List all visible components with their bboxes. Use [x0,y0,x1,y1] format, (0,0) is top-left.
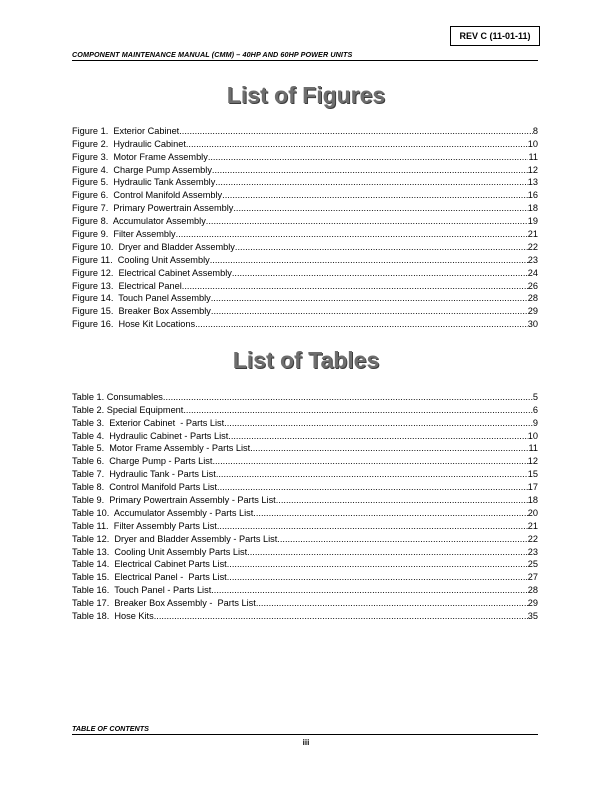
toc-entry-page: 24 [527,267,538,278]
toc-entry-page: 27 [527,572,538,583]
toc-entry-page: 11 [528,151,538,162]
toc-entry-page: 23 [527,546,538,557]
dot-leader [208,152,529,163]
toc-entry-page: 26 [527,280,538,291]
toc-entry[interactable] [72,454,538,467]
toc-entry[interactable] [72,596,538,609]
toc-entry-label: Table 11. Filter Assembly Parts List [72,520,217,531]
figures-list [72,124,538,330]
toc-entry[interactable] [72,493,538,506]
toc-entry-page: 29 [527,598,538,609]
toc-entry-page: 18 [527,203,538,214]
toc-entry-page: 17 [527,482,538,493]
toc-entry-label: Table 5. Motor Frame Assembly - Parts List [72,443,251,454]
toc-entry-label: Figure 7. Primary Powertrain Assembly [72,203,234,214]
toc-entry-label: Figure 16. Hose Kit Locations [72,319,196,330]
dot-leader [228,431,528,442]
toc-entry-page: 29 [527,306,538,317]
toc-entry[interactable] [72,279,538,292]
toc-entry[interactable] [72,253,538,266]
toc-entry-label: Table 7. Hydraulic Tank - Parts List [72,469,216,480]
toc-entry-page: 15 [527,469,538,480]
toc-entry-page: 13 [527,177,538,188]
revision-label: REV C (11-01-11) [459,31,531,41]
toc-entry-label: Figure 11. Cooling Unit Assembly [72,254,210,265]
toc-entry-page: 35 [527,611,538,622]
dot-leader [211,293,528,304]
toc-entry-label: Table 6. Charge Pump - Parts List [72,456,213,467]
dot-leader [253,508,527,519]
toc-entry[interactable] [72,163,538,176]
toc-entry-page: 21 [527,229,538,240]
toc-entry-page: 12 [527,164,538,175]
toc-entry-label: Figure 5. Hydraulic Tank Assembly [72,177,216,188]
toc-entry[interactable] [72,240,538,253]
manual-title: COMPONENT MAINTENANCE MANUAL (CMM) – 40HP AND 60HP POWER UNITS [72,50,353,59]
dot-leader [276,495,528,506]
toc-entry[interactable] [72,532,538,545]
toc-entry[interactable] [72,124,538,137]
toc-entry[interactable] [72,292,538,305]
toc-entry[interactable] [72,416,538,429]
toc-entry[interactable] [72,506,538,519]
toc-entry-label: Figure 9. Filter Assembly [72,229,176,240]
toc-entry-label: Figure 13. Electrical Panel [72,280,182,291]
toc-entry-label: Figure 15. Breaker Box Assembly [72,306,211,317]
toc-entry[interactable] [72,429,538,442]
list-of-figures-heading: List of Figures [226,82,386,108]
dot-leader [212,165,528,176]
dot-leader [232,268,528,279]
toc-entry-label: Table 12. Dryer and Bladder Assembly - Parts List [72,533,278,544]
toc-entry[interactable] [72,150,538,163]
toc-entry-label: Figure 3. Motor Frame Assembly [72,151,208,162]
dot-leader [154,611,528,622]
toc-entry[interactable] [72,137,538,150]
toc-entry[interactable] [72,545,538,558]
toc-entry-page: 8 [532,125,538,136]
toc-entry-page: 10 [527,138,538,149]
toc-entry-page: 21 [527,520,538,531]
toc-entry[interactable] [72,201,538,214]
dot-leader [277,534,527,545]
toc-entry-label: Figure 14. Touch Panel Assembly [72,293,211,304]
tables-list [72,390,538,622]
toc-entry-page: 20 [527,507,538,518]
dot-leader [247,547,528,558]
toc-entry-label: Table 3. Exterior Cabinet - Parts List [72,417,225,428]
dot-leader [224,418,533,429]
toc-entry[interactable] [72,467,538,480]
page-number: iii [302,738,310,747]
toc-entry-label: Figure 1. Exterior Cabinet [72,125,180,136]
list-of-tables-heading: List of Tables [232,347,380,373]
dot-leader [182,281,528,292]
toc-entry-label: Table 8. Control Manifold Parts List [72,482,218,493]
toc-entry-page: 9 [532,417,538,428]
dot-leader [210,255,528,266]
dot-leader [176,229,528,240]
revision-box [450,26,540,46]
toc-entry[interactable] [72,558,538,571]
dot-leader [222,190,528,201]
toc-entry-label: Figure 8. Accumulator Assembly [72,216,206,227]
toc-entry[interactable] [72,304,538,317]
dot-leader [211,585,528,596]
toc-entry-label: Table 17. Breaker Box Assembly - Parts List [72,598,256,609]
toc-entry[interactable] [72,570,538,583]
toc-entry-label: Figure 2. Hydraulic Cabinet [72,138,186,149]
toc-entry-label: Table 9. Primary Powertrain Assembly - Parts List [72,495,276,506]
toc-entry-label: Table 14. Electrical Cabinet Parts List [72,559,227,570]
toc-entry-label: Table 15. Electrical Panel - Parts List [72,572,227,583]
toc-entry-label: Table 4. Hydraulic Cabinet - Parts List [72,430,229,441]
toc-entry[interactable] [72,390,538,403]
toc-entry[interactable] [72,519,538,532]
dot-leader [227,572,528,583]
dot-leader [217,482,528,493]
toc-entry-label: Table 16. Touch Panel - Parts List [72,585,212,596]
dot-leader [212,456,527,467]
footer-section-title: TABLE OF CONTENTS [72,724,149,733]
toc-entry-page: 11 [528,443,538,454]
toc-entry-page: 12 [527,456,538,467]
toc-entry-page: 25 [527,559,538,570]
toc-entry-page: 18 [527,495,538,506]
toc-entry-page: 28 [527,585,538,596]
toc-entry[interactable] [72,317,538,330]
dot-leader [233,203,527,214]
toc-entry[interactable] [72,583,538,596]
toc-entry-label: Figure 12. Electrical Cabinet Assembly [72,267,232,278]
dot-leader [250,443,528,454]
toc-entry[interactable] [72,442,538,455]
toc-entry-page: 30 [527,319,538,330]
dot-leader [215,177,527,188]
toc-entry[interactable] [72,214,538,227]
toc-entry-page: 22 [527,533,538,544]
dot-leader [195,319,528,330]
toc-entry-label: Table 18. Hose Kits [72,611,154,622]
toc-entry[interactable] [72,227,538,240]
toc-entry-page: 28 [527,293,538,304]
dot-leader [217,521,528,532]
footer-divider [72,734,538,735]
toc-entry[interactable] [72,188,538,201]
dot-leader [206,216,528,227]
dot-leader [235,242,528,253]
toc-entry-label: Table 2. Special Equipment [72,404,184,415]
dot-leader [211,306,528,317]
toc-entry-page: 16 [527,190,538,201]
toc-entry[interactable] [72,176,538,189]
toc-entry-label: Figure 10. Dryer and Bladder Assembly [72,241,235,252]
dot-leader [163,392,533,403]
toc-entry-label: Figure 4. Charge Pump Assembly [72,164,212,175]
dot-leader [179,126,533,137]
toc-entry-label: Figure 6. Control Manifold Assembly [72,190,223,201]
dot-leader [216,469,528,480]
toc-entry-page: 5 [532,391,538,402]
toc-entry[interactable] [72,609,538,622]
dot-leader [183,405,533,416]
toc-entry-label: Table 1. Consumables [72,391,163,402]
header-divider [72,60,538,61]
toc-entry[interactable] [72,403,538,416]
toc-entry-page: 23 [527,254,538,265]
toc-entry-page: 22 [527,241,538,252]
toc-entry-page: 10 [527,430,538,441]
toc-entry-page: 6 [532,404,538,415]
dot-leader [227,559,528,570]
toc-entry[interactable] [72,480,538,493]
toc-entry-label: Table 10. Accumulator Assembly - Parts List [72,507,254,518]
toc-entry-page: 19 [527,216,538,227]
dot-leader [256,598,528,609]
toc-entry-label: Table 13. Cooling Unit Assembly Parts List [72,546,248,557]
dot-leader [186,139,528,150]
toc-entry[interactable] [72,266,538,279]
